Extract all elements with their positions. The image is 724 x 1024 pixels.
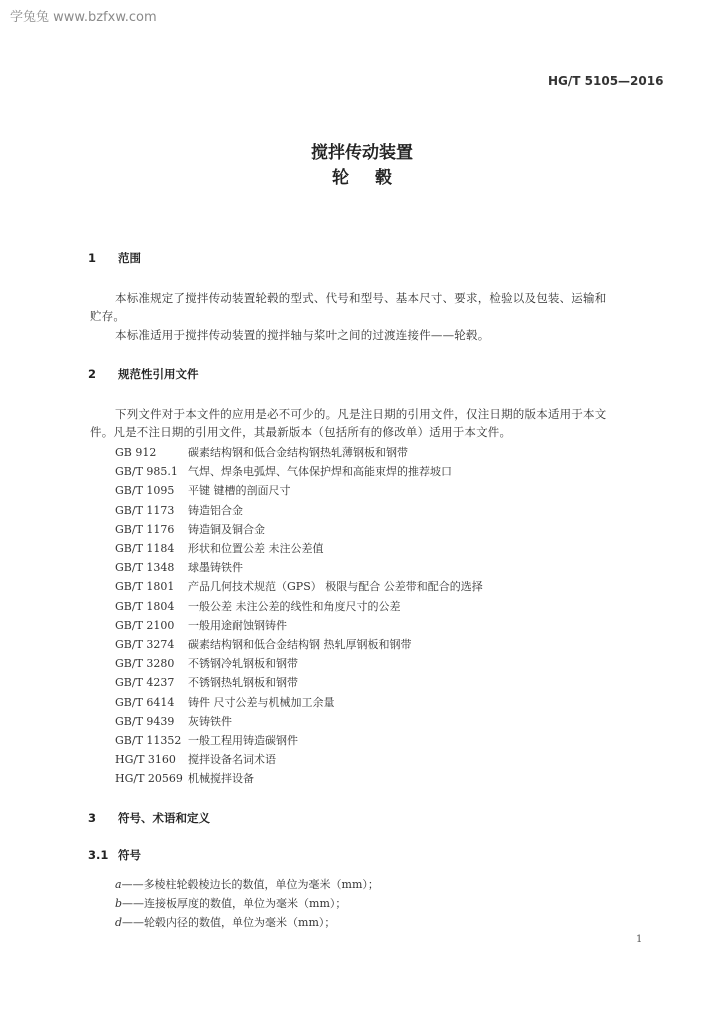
watermark: 学兔兔 www.bzfxw.com [10,10,157,25]
reference-title: 碳素结构钢和低合金结构钢热轧薄钢板和钢带 [188,446,408,459]
standard-number: HG/T 5105—2016 [548,74,664,88]
reference-title: 一般用途耐蚀钢铸件 [188,618,287,632]
doc-title: 搅拌传动装置 [311,143,413,163]
reference-item [115,713,232,729]
reference-code: GB/T 1348 [115,561,175,575]
reference-title: 一般公差 未注公差的线性和角度尺寸的公差 [188,599,401,613]
subsection-number: 3.1 [88,848,109,862]
reference-code: GB/T 1176 [115,522,175,536]
reference-title: 平键 键槽的剖面尺寸 [188,484,291,498]
reference-item [115,559,243,575]
references-intro-cont: 件。凡是不注日期的引用文件，其最新版本（包括所有的修改单）适用于本文件。 [90,425,512,439]
symbol-letter: d [115,916,123,929]
reference-code: GB/T 1095 [115,484,175,498]
symbol-item [115,895,346,911]
section-title: 范围 [118,251,141,265]
reference-title: 气焊、焊条电弧焊、气体保护焊和高能束焊的推荐坡口 [188,465,452,479]
reference-item [115,751,276,767]
reference-code: GB/T 1173 [115,503,175,517]
reference-code: GB/T 1801 [115,580,175,594]
reference-title: 铸造铜及铜合金 [188,522,265,536]
reference-item [115,674,298,690]
reference-item [115,617,287,633]
reference-item [115,463,452,479]
reference-title: 球墨铸铁件 [188,561,243,575]
reference-item [115,444,408,460]
reference-code: GB/T 4237 [115,676,175,690]
section-2-heading [88,366,199,382]
reference-item [115,540,324,556]
section-1-heading [88,250,141,266]
symbol-letter: b [115,897,123,910]
scope-paragraph-1-cont: 贮存。 [90,309,126,323]
reference-item [115,521,265,537]
scope-paragraph-2: 本标准适用于搅拌传动装置的搅拌轴与桨叶之间的过渡连接件——轮毂。 [115,328,490,342]
section-number: 3 [88,811,97,825]
references-intro: 下列文件对于本文件的应用是必不可少的。凡是注日期的引用文件，仅注日期的版本适用于本文 [115,407,607,421]
symbol-definition: ——轮毂内径的数值，单位为毫米（mm）； [122,916,336,929]
symbol-letter: a [115,878,122,891]
page-number: 1 [636,934,643,945]
symbol-item [115,876,379,892]
reference-title: 形状和位置公差 未注公差值 [188,542,324,555]
reference-item [115,694,335,710]
reference-code: HG/T 3160 [115,753,176,767]
scope-paragraph-1: 本标准规定了搅拌传动装置轮毂的型式、代号和型号、基本尺寸、要求，检验以及包装、运输和 [115,291,607,305]
reference-code: HG/T 20569 [115,772,183,786]
doc-subtitle: 轮毂 [332,168,418,188]
reference-code: GB 912 [115,446,157,459]
reference-title: 搅拌设备名词术语 [188,753,276,767]
reference-item [115,502,243,518]
reference-code: GB/T 3274 [115,638,175,651]
symbol-item [115,914,335,930]
reference-title: 机械搅拌设备 [188,772,254,786]
reference-code: GB/T 1804 [115,599,175,613]
subsection-3-1-heading [88,847,141,863]
reference-code: GB/T 9439 [115,714,175,728]
reference-item [115,770,254,786]
reference-title: 不锈钢热轧钢板和钢带 [188,676,298,690]
reference-title: 一般工程用铸造碳钢件 [188,734,298,747]
reference-code: GB/T 11352 [115,734,182,747]
section-number: 2 [88,367,97,381]
reference-item [115,636,412,652]
reference-title: 铸件 尺寸公差与机械加工余量 [188,695,335,709]
reference-title: 铸造铝合金 [188,503,243,517]
reference-code: GB/T 3280 [115,657,175,671]
symbol-definition: ——多棱柱轮毂棱边长的数值，单位为毫米（mm）； [121,878,379,891]
reference-item [115,732,298,748]
symbol-definition: ——连接板厚度的数值，单位为毫米（mm）； [122,897,347,910]
reference-item [115,598,401,614]
section-title: 规范性引用文件 [118,367,199,381]
reference-code: GB/T 1184 [115,542,175,555]
reference-title: 碳素结构钢和低合金结构钢 热轧厚钢板和钢带 [188,638,412,651]
reference-item [115,578,483,594]
section-title: 符号、术语和定义 [118,811,210,825]
reference-item [115,482,291,498]
reference-code: GB/T 2100 [115,618,175,632]
reference-title: 产品几何技术规范（GPS） 极限与配合 公差带和配合的选择 [188,580,483,594]
reference-title: 灰铸铁件 [188,714,232,728]
reference-code: GB/T 6414 [115,695,175,709]
reference-item [115,655,298,671]
reference-code: GB/T 985.1 [115,465,178,479]
reference-title: 不锈钢冷轧钢板和钢带 [188,657,298,671]
section-3-heading [88,810,210,826]
section-number: 1 [88,251,97,265]
subsection-title: 符号 [118,848,141,862]
